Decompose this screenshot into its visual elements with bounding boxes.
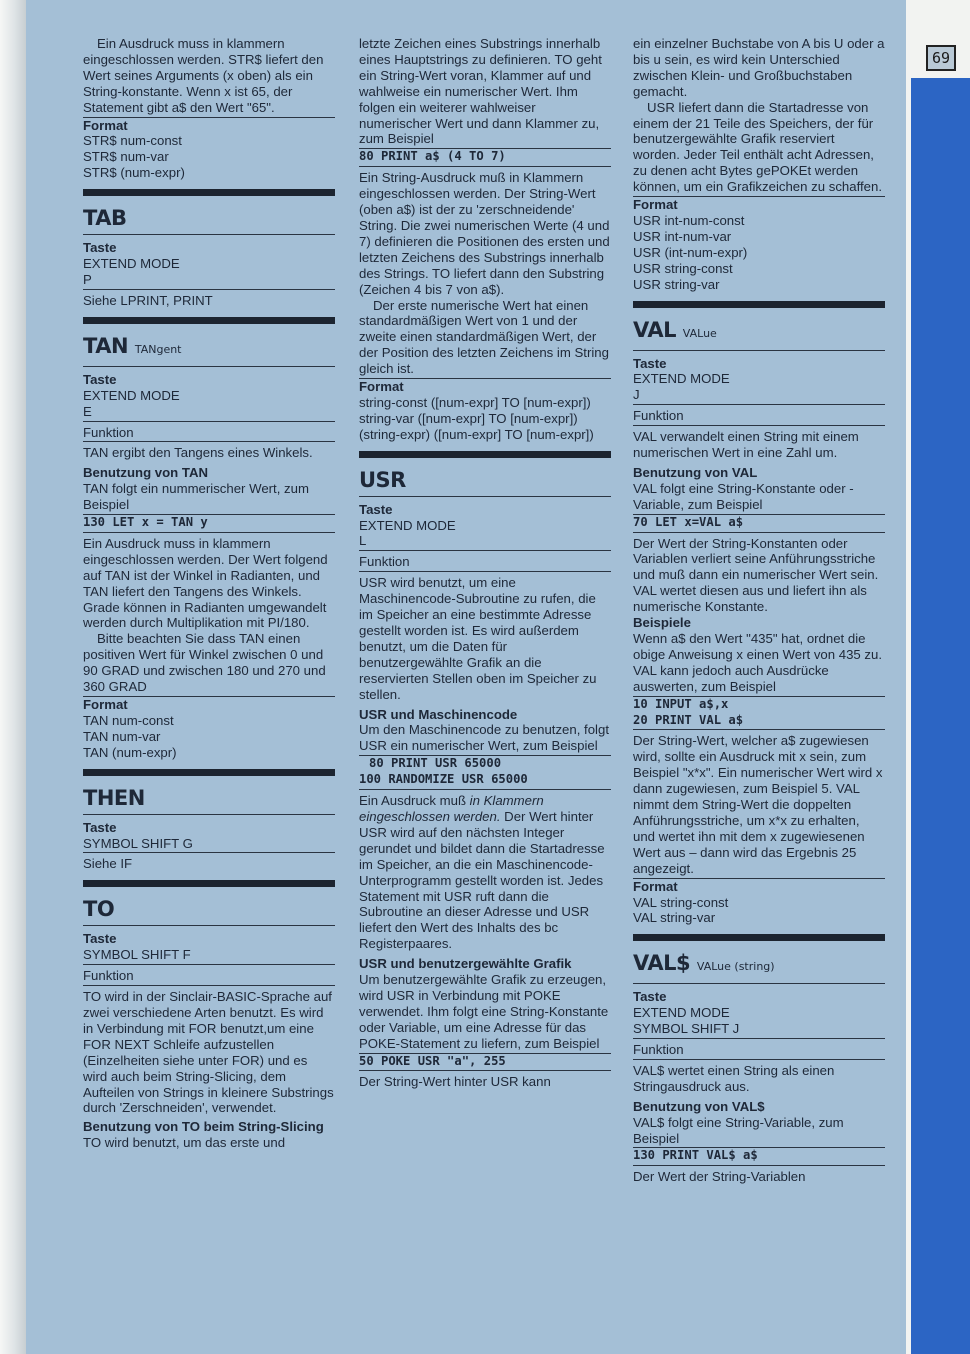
- usr-continued: ein einzelner Buchstabe von A bis U oder a bis u sein, es wird kein Unterschied zwischen Klein- und Großbuchstaben gemacht.: [633, 36, 885, 99]
- val-code-3: 20 PRINT VAL a$: [633, 713, 885, 731]
- tan-description-2: Bitte beachten Sie dass TAN einen positiven Wert für Winkel zwischen 0 und 90 GRAD und zwischen 180 und 270 und 360 GRAD: [83, 631, 335, 697]
- val-code: 70 LET x=VAL a$: [633, 515, 885, 533]
- tan-description: Ein Ausdruck muss in klammern eingeschlossen werden. Der Wert folgend auf TAN ist der Winkel in Radianten, und TAN liefert den Tangens des Winkels. Grade können in Radianten umgewandelt werden durch Multiplikation mit PI/180.: [83, 535, 328, 631]
- val-description: Der Wert der String-Konstanten oder Variablen verliert seine Anführungsstriche und muß dann ein numerischer Wert sein. VAL wertet diesen aus und liefert ihn als numerische Konstante.: [633, 535, 879, 615]
- taste-heading: Taste: [83, 819, 117, 835]
- vals-usage: VAL$ folgt eine String-Variable, zum Beispiel: [633, 1115, 885, 1149]
- then-keyword: THEN: [83, 786, 335, 815]
- vals-tail: Der Wert der String-Variablen: [633, 1169, 806, 1185]
- to-usage: TO wird benutzt, um das erste und: [83, 1135, 286, 1151]
- tan-usage: TAN folgt ein nummerischer Wert, zum Beispiel: [83, 481, 335, 515]
- funktion-heading: Funktion: [83, 968, 335, 986]
- vals-function: VAL$ wertet einen String als einen Stringausdruck aus.: [633, 1062, 835, 1094]
- format-heading: Format: [633, 878, 678, 894]
- tan-format-2: TAN num-var: [83, 728, 161, 744]
- funktion-heading: Funktion: [633, 1042, 885, 1060]
- section-divider: [83, 769, 335, 776]
- funktion-heading: Funktion: [633, 408, 885, 426]
- taste-heading: Taste: [83, 371, 117, 387]
- taste-heading: Taste: [633, 989, 667, 1005]
- val-key-2: J: [633, 387, 885, 405]
- usr-code-1: 80 PRINT USR 65000: [369, 756, 502, 771]
- vals-keyword: VAL$ VALue (string): [633, 951, 885, 984]
- section-divider: [83, 880, 335, 887]
- str-format-1: STR$ num-const: [83, 133, 182, 149]
- usr-format-3: USR (int-num-expr): [633, 244, 748, 260]
- vals-usage-heading: Benutzung von VAL$: [633, 1098, 765, 1114]
- tab-keyword: TAB: [83, 206, 335, 235]
- str-format-2: STR$ num-var: [83, 149, 169, 165]
- usr-function: USR wird benutzt, um eine Maschinencode-Subroutine zu rufen, die im Speicher an eine bestimmte Adresse gestellt worden ist. Es wird außerdem benutzt, um die Daten für benutzergewählte Grafik an die reservierten Stellen oben im Speicher zu stellen.: [359, 575, 597, 702]
- val-example: Wenn a$ den Wert "435" hat, ordnet die obige Anweisung x einen Wert von 435 zu. VAL kann jedoch auch Ausdrücke auswerten, zum Beispiel: [633, 631, 885, 697]
- tab-key-1: EXTEND MODE: [83, 256, 180, 272]
- to-format-2: string-var ([num-expr] TO [num-expr]): [359, 410, 578, 426]
- tab-siehe: Siehe LPRINT, PRINT: [83, 292, 213, 308]
- page-number: 69: [926, 45, 956, 71]
- tan-key-2: E: [83, 404, 335, 422]
- usr-mc-heading: USR und Maschinencode: [359, 706, 518, 722]
- usr-format-2: USR int-num-var: [633, 228, 732, 244]
- to-format-1: string-const ([num-expr] TO [num-expr]): [359, 394, 591, 410]
- taste-heading: Taste: [83, 931, 117, 947]
- to-continued: letzte Zeichen eines Substrings innerhalb eines Hauptstrings zu definieren. TO geht ein String-Wert voran, Klammer auf und wahlweise ein numerischer Wert. Ihm folgen ein weiterer wahlweiser numerischer Wert und dann Klammer zu, zum Beispiel: [359, 36, 611, 149]
- section-divider: [633, 301, 885, 308]
- to-usage-heading: Benutzung von TO beim String-Slicing: [83, 1119, 324, 1135]
- thumb-index-tab: [911, 78, 970, 1354]
- to-description-2: Der erste numerische Wert hat einen standardmäßigen Wert von 1 und der zweite einen standardmäßigen Wert, der der Position des letzten Zeichens im String gleich ist.: [359, 298, 611, 380]
- tan-format-3: TAN (num-expr): [83, 744, 177, 760]
- tan-usage-heading: Benutzung von TAN: [83, 465, 209, 481]
- val-format-2: VAL string-var: [633, 910, 716, 926]
- taste-heading: Taste: [359, 501, 393, 517]
- usr-keyword: USR: [359, 468, 611, 497]
- format-heading: Format: [83, 117, 128, 133]
- vals-key-2: SYMBOL SHIFT J: [633, 1021, 885, 1039]
- to-format-3: (string-expr) ([num-expr] TO [num-expr]): [359, 426, 594, 442]
- to-code: 80 PRINT a$ (4 TO 7): [359, 149, 611, 167]
- vals-key-1: EXTEND MODE: [633, 1005, 730, 1021]
- str-description: Ein Ausdruck muss in klammern eingeschlossen werden. STR$ liefert den Wert seines Arguments (x oben) als ein String-konstante. Wenn x ist 65, der Statement gibt a$ den Wert "65".: [83, 36, 335, 118]
- column-3: [633, 36, 885, 1185]
- funktion-heading: Funktion: [83, 425, 335, 443]
- usr-code-2: 100 RANDOMIZE USR 65000: [359, 772, 611, 790]
- book-binding: [0, 0, 26, 1354]
- taste-heading: Taste: [633, 355, 667, 371]
- usr-key-2: L: [359, 533, 611, 551]
- tan-keyword: TAN TANgent: [83, 334, 335, 367]
- tab-key-2: P: [83, 272, 335, 290]
- taste-heading: Taste: [83, 240, 117, 256]
- val-format-1: VAL string-const: [633, 894, 729, 910]
- usr-tail: Der String-Wert hinter USR kann: [359, 1074, 551, 1090]
- usr-key-1: EXTEND MODE: [359, 517, 456, 533]
- val-usage-heading: Benutzung von VAL: [633, 464, 758, 480]
- tan-format-1: TAN num-const: [83, 712, 174, 728]
- tan-key-1: EXTEND MODE: [83, 387, 180, 403]
- to-description: Ein String-Ausdruck muß in Klammern eingeschlossen werden. Der String-Wert (oben a$) ist der zu 'zerschneidende' String. Die zwei numerischen Werte (4 und 7) definieren die Positionen des ersten und letzten Zeichens des Substrings innerhalb des Strings. TO liefert dann den Substring (Zeichen 4 bis 7 von a$).: [359, 170, 610, 297]
- usr-format-1: USR int-num-const: [633, 212, 745, 228]
- to-key-1: SYMBOL SHIFT F: [83, 947, 335, 965]
- section-divider: [359, 451, 611, 458]
- to-function: TO wird in der Sinclair-BASIC-Sprache auf zwei verschiedene Arten benutzt. Es wird in Verbindung mit FOR benutzt,um eine FOR NEXT Schleife aufzustellen (Einzelheiten siehe unter FOR) und es wird auch beim String-Slicing, dem Aufteilen von Strings in kleinere Substrings durch 'Zerschneiden', verwendet.: [83, 989, 334, 1116]
- usr-format-5: USR string-var: [633, 276, 720, 292]
- beispiele-heading: Beispiele: [633, 615, 691, 631]
- section-divider: [83, 189, 335, 196]
- then-siehe: Siehe IF: [83, 856, 133, 872]
- then-key-1: SYMBOL SHIFT G: [83, 836, 335, 854]
- usr-format-4: USR string-const: [633, 260, 733, 276]
- val-usage: VAL folgt eine String-Konstante oder -Variable, zum Beispiel: [633, 481, 885, 515]
- usr-description: Ein Ausdruck muß in Klammern eingeschlossen werden. Der Wert hinter USR wird auf den nächsten Integer gerundet und bildet dann die Startadresse im Speicher, an die ein Maschinencode-Unterprogramm gestellt worden ist. Jedes Statement mit USR ruft dann die Subroutine an dieser Adresse und USR liefert den Wert des Inhalts des bc Registerpaares.: [359, 793, 605, 952]
- tan-function: TAN ergibt den Tangens eines Winkels.: [83, 445, 313, 461]
- tan-code: 130 LET x = TAN y: [83, 515, 335, 533]
- to-keyword: TO: [83, 897, 335, 926]
- str-format-3: STR$ (num-expr): [83, 165, 185, 181]
- format-heading: Format: [359, 379, 404, 395]
- vals-code: 130 PRINT VAL$ a$: [633, 1148, 885, 1166]
- usr-continued-2: USR liefert dann die Startadresse von einem der 21 Teile des Speichers, der für benutzergewählte Grafik reserviert worden. Jeder Teil enthält acht Adressen, zu denen acht Bytes gePOKEt werden können, um ein Grafikzeichen zu schaffen.: [633, 100, 885, 197]
- val-description-2: Der String-Wert, welcher a$ zugewiesen wird, sollte ein Ausdruck mit x sein, zum Beispiel "x*x". Ein numerischer Wert wird x dann zugewiesen, zum Beispiel 5. VAL nimmt dem String-Wert die doppelten Anführungsstriche, um x*x zu erhalten, und wertet ihn mit dem x zugewiesenen Wert aus – dann wird das Ergebnis 25 angezeigt.: [633, 733, 885, 878]
- usr-mc: Um den Maschinencode zu benutzen, folgt USR ein numerischer Wert, zum Beispiel: [359, 722, 611, 756]
- val-keyword: VAL VALue: [633, 318, 885, 351]
- section-divider: [83, 317, 335, 324]
- funktion-heading: Funktion: [359, 554, 611, 572]
- usr-code-3: 50 POKE USR "a", 255: [359, 1054, 611, 1072]
- format-heading: Format: [83, 697, 128, 712]
- val-function: VAL verwandelt einen String mit einem numerischen Wert in eine Zahl um.: [633, 429, 859, 461]
- column-2: [359, 36, 611, 1090]
- val-key-1: EXTEND MODE: [633, 371, 730, 387]
- usr-graphics: Um benutzergewählte Grafik zu erzeugen, wird USR in Verbindung mit POKE verwendet. Ihm folgt eine String-Konstante oder Variable, um eine Adresse für das POKE-Statement zu liefern, zum Beispiel: [359, 972, 611, 1054]
- usr-graphics-heading: USR und benutzergewählte Grafik: [359, 956, 572, 972]
- section-divider: [633, 934, 885, 941]
- column-1: [83, 36, 335, 1151]
- val-code-2: 10 INPUT a$,x: [633, 696, 729, 711]
- format-heading: Format: [633, 197, 678, 213]
